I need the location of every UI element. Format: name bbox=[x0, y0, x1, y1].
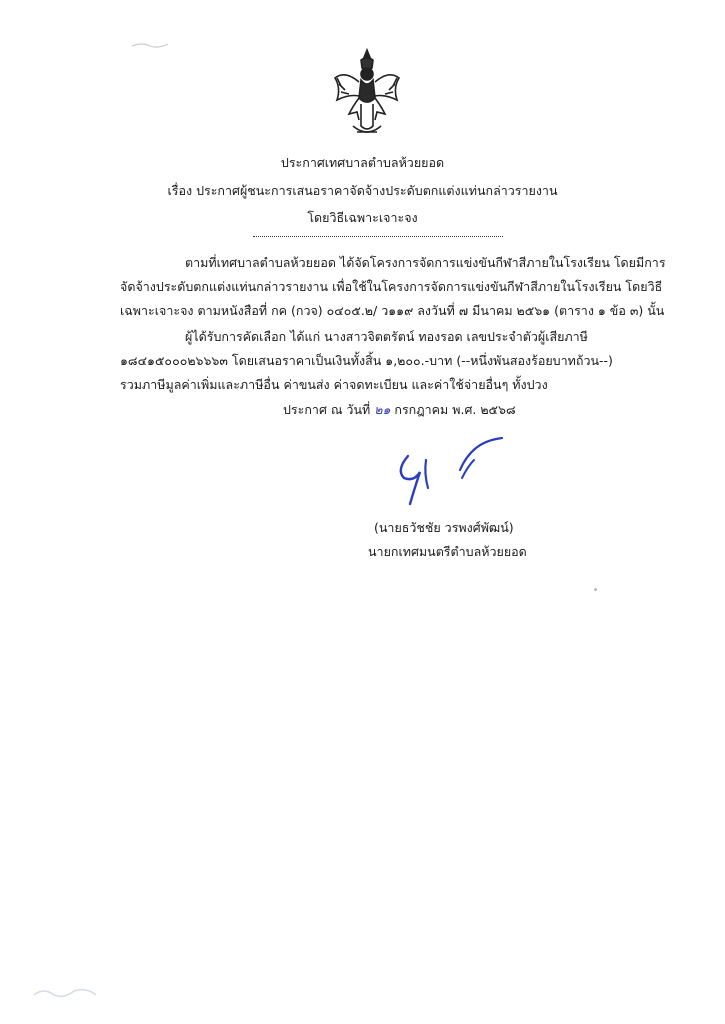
dateline-suffix: กรกฎาคม พ.ศ. ๒๕๖๘ bbox=[394, 402, 516, 417]
paragraph-1-line-1: ตามที่เทศบาลตำบลห้วยยอด ได้จัดโครงการจัดการแข่งขันกีฬาสีภายในโรงเรียน โดยมีการ bbox=[185, 255, 666, 270]
org-heading: ประกาศเทศบาลตำบลห้วยยอด bbox=[280, 155, 445, 170]
scan-speck bbox=[594, 588, 597, 591]
garuda-emblem-icon bbox=[331, 48, 403, 140]
signatory-title: นายกเทศมนตรีตำบลห้วยยอด bbox=[368, 544, 527, 559]
signatory-name: (นายธวัชชัย วรพงศ์พัฒน์) bbox=[374, 520, 514, 535]
paragraph-2-line-3: รวมภาษีมูลค่าเพิ่มและภาษีอื่น ค่าขนส่ง ค่าจดทะเบียน และค่าใช้จ่ายอื่นๆ ทั้งปวง bbox=[120, 377, 548, 392]
handwritten-signature bbox=[390, 430, 520, 510]
scan-smudge bbox=[30, 985, 100, 1001]
paragraph-1-line-2: จัดจ้างประดับตกแต่งแท่นกล่าวรายงาน เพื่อใช้ในโครงการจัดการแข่งขันกีฬาสีภายในโรงเรียน โดยวิธี bbox=[120, 279, 663, 294]
dateline-prefix: ประกาศ ณ วันที่ bbox=[283, 402, 371, 417]
paragraph-2-line-1: ผู้ได้รับการคัดเลือก ได้แก่ นางสาวจิตตรัตน์ ทองรอด เลขประจำตัวผู้เสียภาษี bbox=[185, 329, 588, 344]
dateline bbox=[283, 402, 516, 418]
method-line: โดยวิธีเฉพาะเจาะจง bbox=[307, 210, 418, 225]
dateline-day: ๒๑ bbox=[374, 402, 391, 417]
divider bbox=[253, 236, 503, 237]
subject-line: เรื่อง ประกาศผู้ชนะการเสนอราคาจัดจ้างประดับตกแต่งแท่นกล่าวรายงาน bbox=[167, 183, 558, 198]
scan-smudge bbox=[130, 40, 170, 50]
paragraph-1-line-3: เฉพาะเจาะจง ตามหนังสือที่ กค (กวจ) ๐๔๐๕.๒/ ว๑๑๙ ลงวันที่ ๗ มีนาคม ๒๕๖๑ (ตาราง ๑ ข้อ ๓) นั้น bbox=[120, 303, 665, 318]
paragraph-2-line-2: ๑๘๔๑๕๐๐๐๒๖๖๖๓ โดยเสนอราคาเป็นเงินทั้งสิ้น ๑,๒๐๐.-บาท (--หนึ่งพันสองร้อยบาทถ้วน--) bbox=[120, 353, 613, 368]
